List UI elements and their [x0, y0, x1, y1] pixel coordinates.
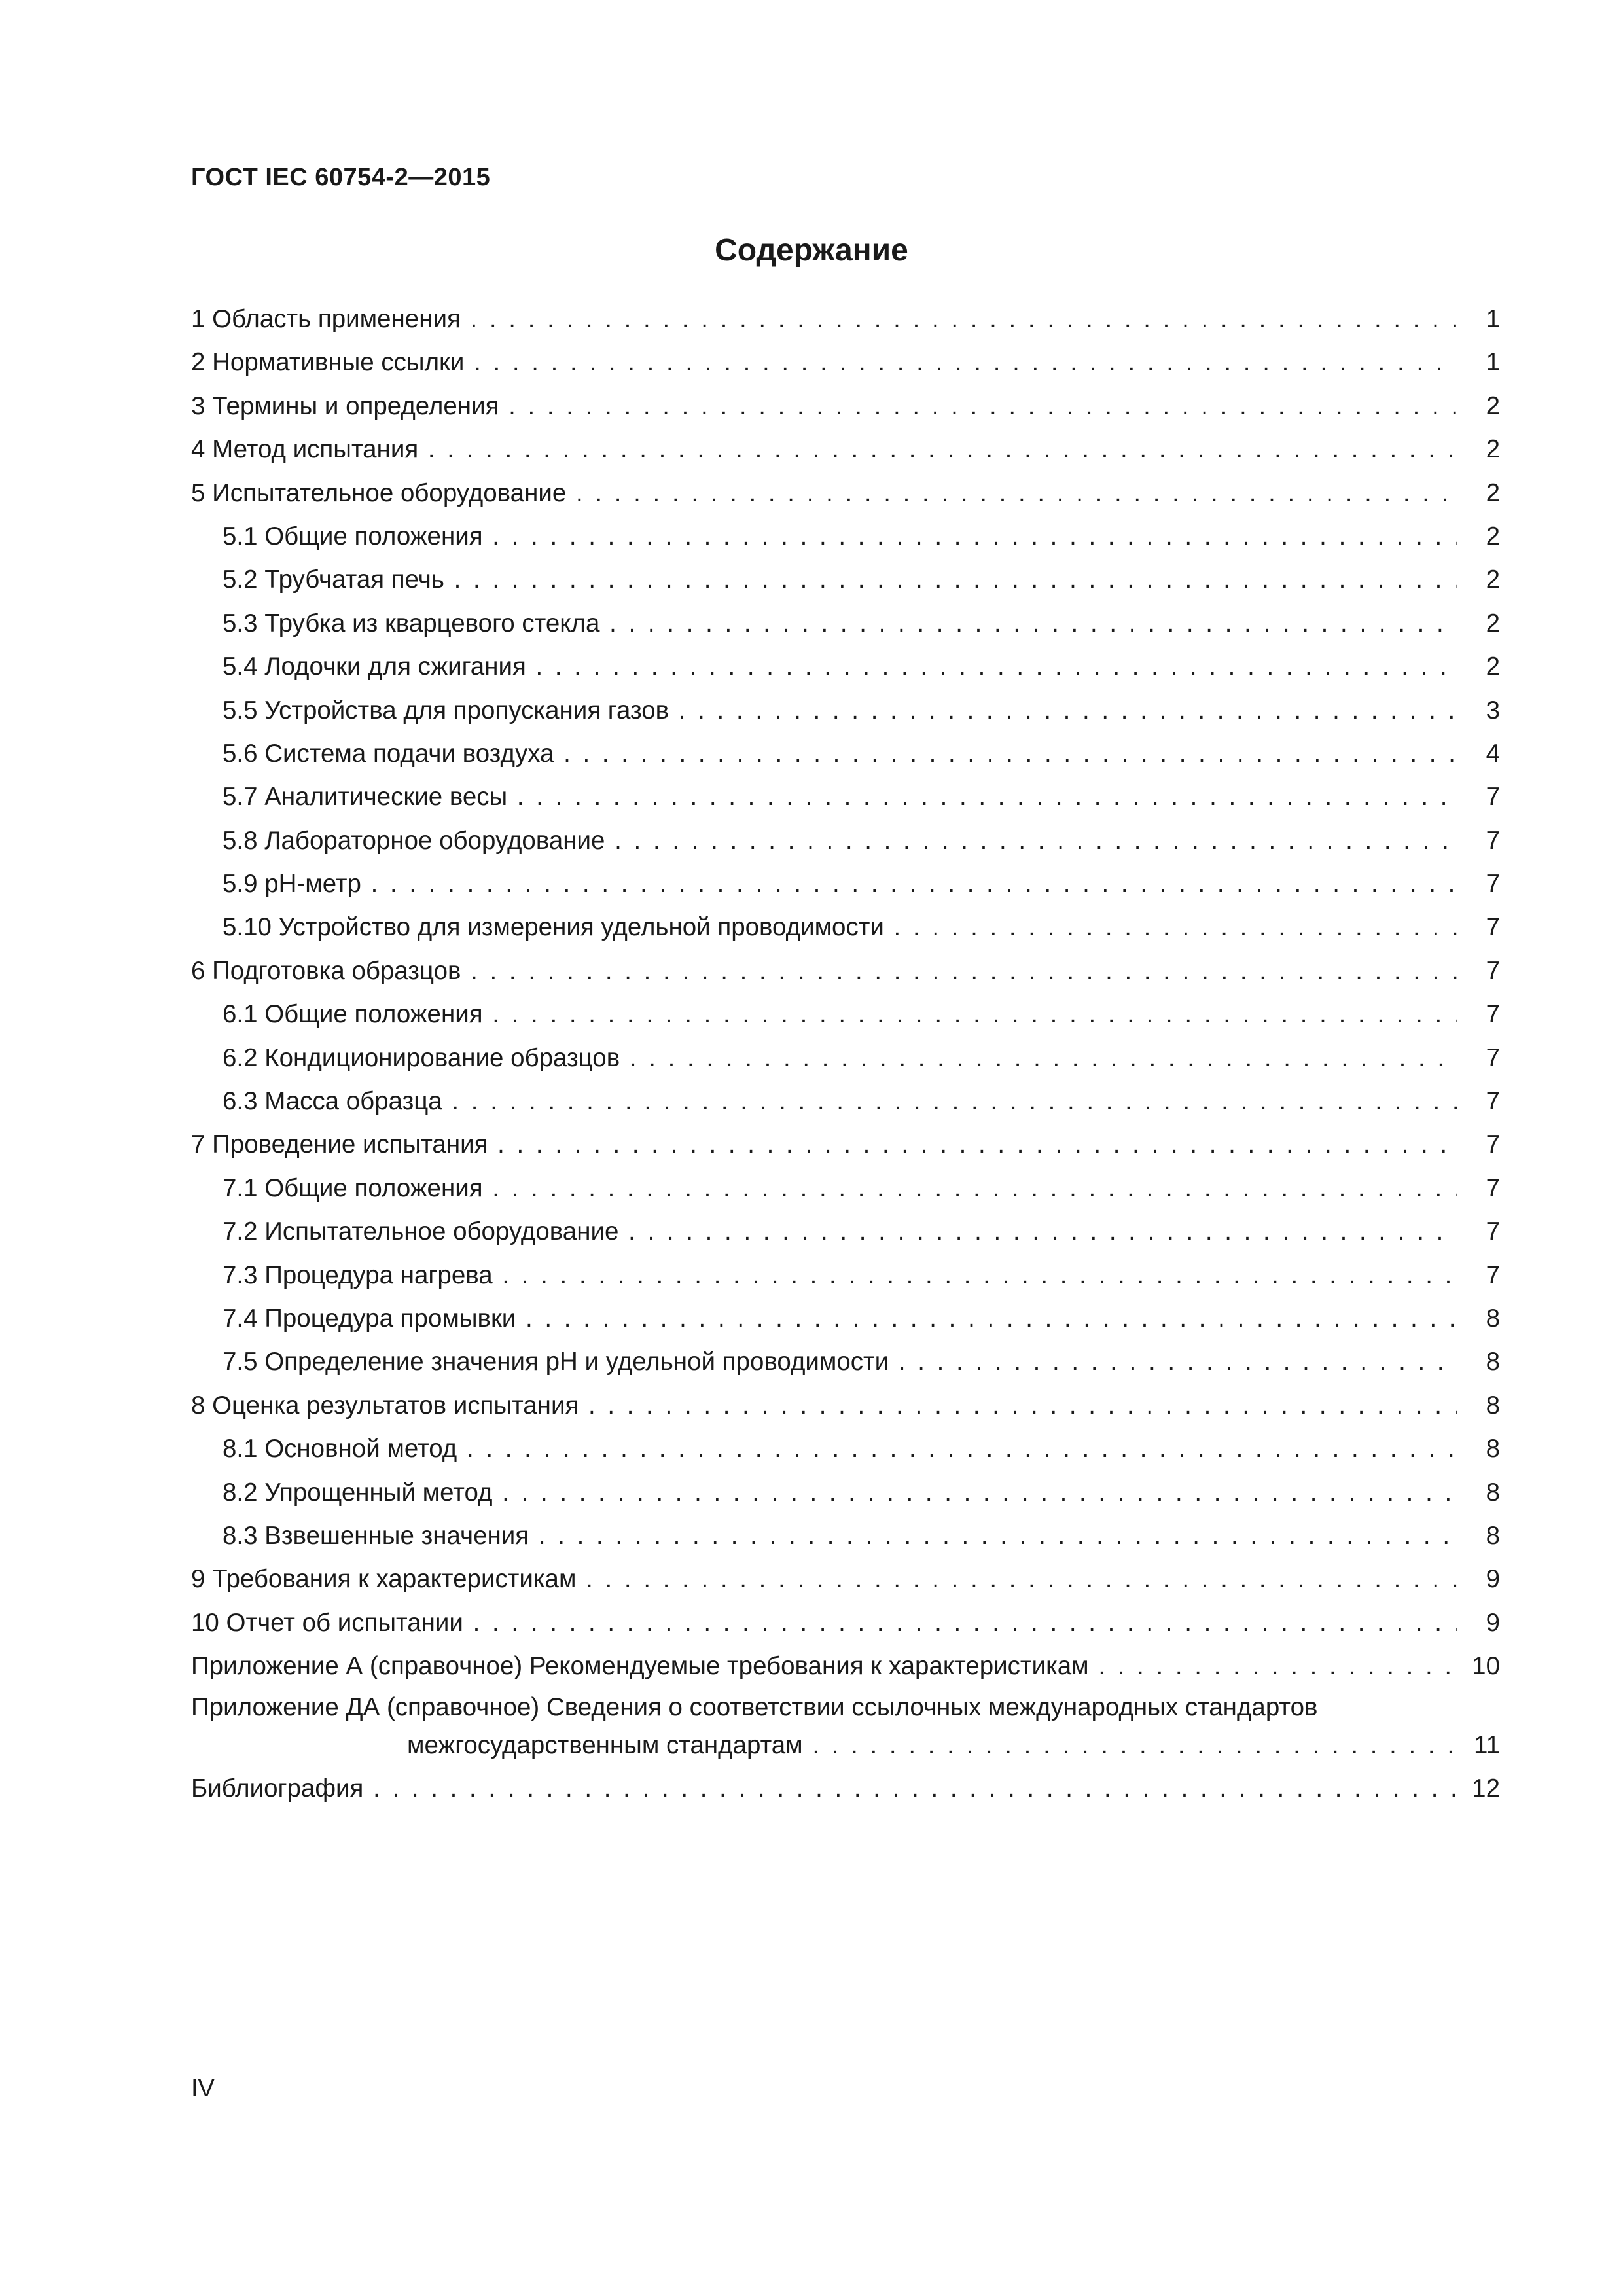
toc-entry-title: 7.2 Испытательное оборудование . . . [223, 1210, 1457, 1253]
toc-entry-title: 5.7 Аналитические весы . . . [223, 776, 1457, 819]
toc-entry-title: 5 Испытательное оборудование . . . [191, 472, 1457, 515]
toc-entry-title: 7.5 Определение значения pH и удельной проводимости . . . [223, 1340, 1457, 1384]
toc-entry-title: 7.3 Процедура нагрева . . . [223, 1254, 1457, 1297]
toc-entry[interactable] [191, 819, 1500, 863]
toc-entry-title: 7.1 Общие положения . . . [223, 1167, 1457, 1210]
toc-entry-page: 7 [1457, 1037, 1500, 1080]
toc-entry-page: 8 [1457, 1384, 1500, 1427]
toc-entry-title: 8 Оценка результатов испытания . . . [191, 1384, 1457, 1427]
toc-entry-title: 9 Требования к характеристикам . . . [191, 1558, 1457, 1601]
toc-entry[interactable] [191, 298, 1500, 341]
toc-entry[interactable] [191, 558, 1500, 601]
toc-entry-page: 10 [1457, 1645, 1500, 1688]
toc-entry-title: 5.1 Общие положения . . . [223, 515, 1457, 558]
toc-entry[interactable] [191, 950, 1500, 993]
page-number: IV [191, 2075, 215, 2102]
page-title: Содержание [715, 233, 908, 268]
toc-entry-title: 8.2 Упрощенный метод . . . [223, 1471, 1457, 1515]
toc-entry-page: 2 [1457, 602, 1500, 645]
toc-entry-page: 9 [1457, 1558, 1500, 1601]
toc-entry-title: 6.1 Общие положения . . . [223, 993, 1457, 1036]
toc-entry-page: 4 [1457, 732, 1500, 776]
toc-entry-page: 7 [1457, 1254, 1500, 1297]
toc-entry[interactable] [191, 1340, 1500, 1384]
table-of-contents [191, 298, 1500, 1810]
toc-entry-page: 7 [1457, 1080, 1500, 1123]
toc-entry-page: 2 [1457, 428, 1500, 471]
toc-entry-title: 5.5 Устройства для пропускания газов . . . [223, 689, 1457, 732]
toc-entry-page: 7 [1457, 819, 1500, 863]
toc-entry[interactable] [191, 472, 1500, 515]
toc-entry[interactable] [191, 515, 1500, 558]
document-code: ГОСТ IEC 60754-2—2015 [191, 164, 491, 191]
toc-entry-title: 1 Область применения . . . [191, 298, 1457, 341]
toc-entry[interactable] [191, 1080, 1500, 1123]
toc-entry-page: 1 [1457, 341, 1500, 384]
toc-entry-page: 7 [1457, 993, 1500, 1036]
toc-entry-page: 7 [1457, 950, 1500, 993]
toc-entry-page: 2 [1457, 515, 1500, 558]
toc-entry[interactable] [191, 1384, 1500, 1427]
toc-entry[interactable] [191, 1123, 1500, 1166]
toc-entry[interactable] [191, 906, 1500, 949]
toc-entry[interactable] [191, 1689, 1500, 1767]
toc-entry-title: 10 Отчет об испытании . . . [191, 1602, 1457, 1645]
toc-entry-title: 5.9 pH-метр . . . [223, 863, 1457, 906]
toc-entry-title: 5.10 Устройство для измерения удельной проводимости . . . [223, 906, 1457, 949]
toc-entry[interactable] [191, 776, 1500, 819]
toc-entry-title: 5.4 Лодочки для сжигания . . . [223, 645, 1457, 689]
toc-entry-page: 7 [1457, 1167, 1500, 1210]
toc-entry[interactable] [191, 1767, 1500, 1810]
toc-entry-page: 7 [1457, 1123, 1500, 1166]
toc-entry[interactable] [191, 645, 1500, 689]
toc-entry-title: 8.3 Взвешенные значения . . . [223, 1515, 1457, 1558]
toc-entry[interactable] [191, 1558, 1500, 1601]
toc-entry[interactable] [191, 1037, 1500, 1080]
toc-entry[interactable] [191, 1427, 1500, 1471]
toc-entry[interactable] [191, 1602, 1500, 1645]
toc-entry-title: межгосударственным стандартам . . . [407, 1727, 1457, 1767]
toc-entry-page: 12 [1457, 1767, 1500, 1810]
toc-entry[interactable] [191, 1210, 1500, 1253]
toc-entry-title: 3 Термины и определения . . . [191, 385, 1457, 428]
toc-entry-page: 8 [1457, 1515, 1500, 1558]
toc-entry-title: 6.3 Масса образца . . . [223, 1080, 1457, 1123]
toc-entry[interactable] [191, 1645, 1500, 1688]
toc-entry-title-line: Приложение ДА (справочное) Сведения о соответствии ссылочных международных стандартов [191, 1693, 1318, 1721]
toc-entry-title: 2 Нормативные ссылки . . . [191, 341, 1457, 384]
toc-entry-page: 2 [1457, 645, 1500, 689]
toc-entry-page: 8 [1457, 1427, 1500, 1471]
toc-entry-title: 6.2 Кондиционирование образцов . . . [223, 1037, 1457, 1080]
toc-entry-title: 7.4 Процедура промывки . . . [223, 1297, 1457, 1340]
toc-entry[interactable] [191, 385, 1500, 428]
toc-entry[interactable] [191, 689, 1500, 732]
toc-entry-page: 1 [1457, 298, 1500, 341]
toc-entry[interactable] [191, 993, 1500, 1036]
toc-entry-page: 2 [1457, 385, 1500, 428]
toc-entry[interactable] [191, 863, 1500, 906]
toc-entry-page: 7 [1457, 776, 1500, 819]
toc-entry-page: 2 [1457, 558, 1500, 601]
toc-entry-title: 4 Метод испытания . . . [191, 428, 1457, 471]
toc-entry[interactable] [191, 1297, 1500, 1340]
toc-entry-page: 7 [1457, 863, 1500, 906]
toc-entry[interactable] [191, 602, 1500, 645]
toc-entry-title: 5.8 Лабораторное оборудование . . . [223, 819, 1457, 863]
toc-entry-page: 7 [1457, 906, 1500, 949]
toc-entry[interactable] [191, 428, 1500, 471]
toc-entry-title: 5.2 Трубчатая печь . . . [223, 558, 1457, 601]
toc-entry[interactable] [191, 1167, 1500, 1210]
toc-entry-page: 11 [1457, 1727, 1500, 1765]
toc-entry-page: 7 [1457, 1210, 1500, 1253]
toc-entry-title: Библиография . . . [191, 1767, 1457, 1810]
toc-entry-page: 8 [1457, 1297, 1500, 1340]
toc-entry[interactable] [191, 341, 1500, 384]
toc-entry[interactable] [191, 1254, 1500, 1297]
toc-entry-title: 6 Подготовка образцов . . . [191, 950, 1457, 993]
toc-entry-title: 7 Проведение испытания . . . [191, 1123, 1457, 1166]
toc-entry-page: 8 [1457, 1340, 1500, 1384]
toc-entry-title: 5.3 Трубка из кварцевого стекла . . . [223, 602, 1457, 645]
toc-entry-title: 5.6 Система подачи воздуха . . . [223, 732, 1457, 776]
toc-entry-title: Приложение А (справочное) Рекомендуемые требования к характеристикам . . . [191, 1645, 1457, 1688]
toc-entry-page: 8 [1457, 1471, 1500, 1515]
toc-entry-page: 9 [1457, 1602, 1500, 1645]
toc-entry-page: 3 [1457, 689, 1500, 732]
toc-entry[interactable] [191, 732, 1500, 776]
toc-entry-title: 8.1 Основной метод . . . [223, 1427, 1457, 1471]
toc-entry[interactable] [191, 1515, 1500, 1558]
toc-entry[interactable] [191, 1471, 1500, 1515]
toc-entry-page: 2 [1457, 472, 1500, 515]
